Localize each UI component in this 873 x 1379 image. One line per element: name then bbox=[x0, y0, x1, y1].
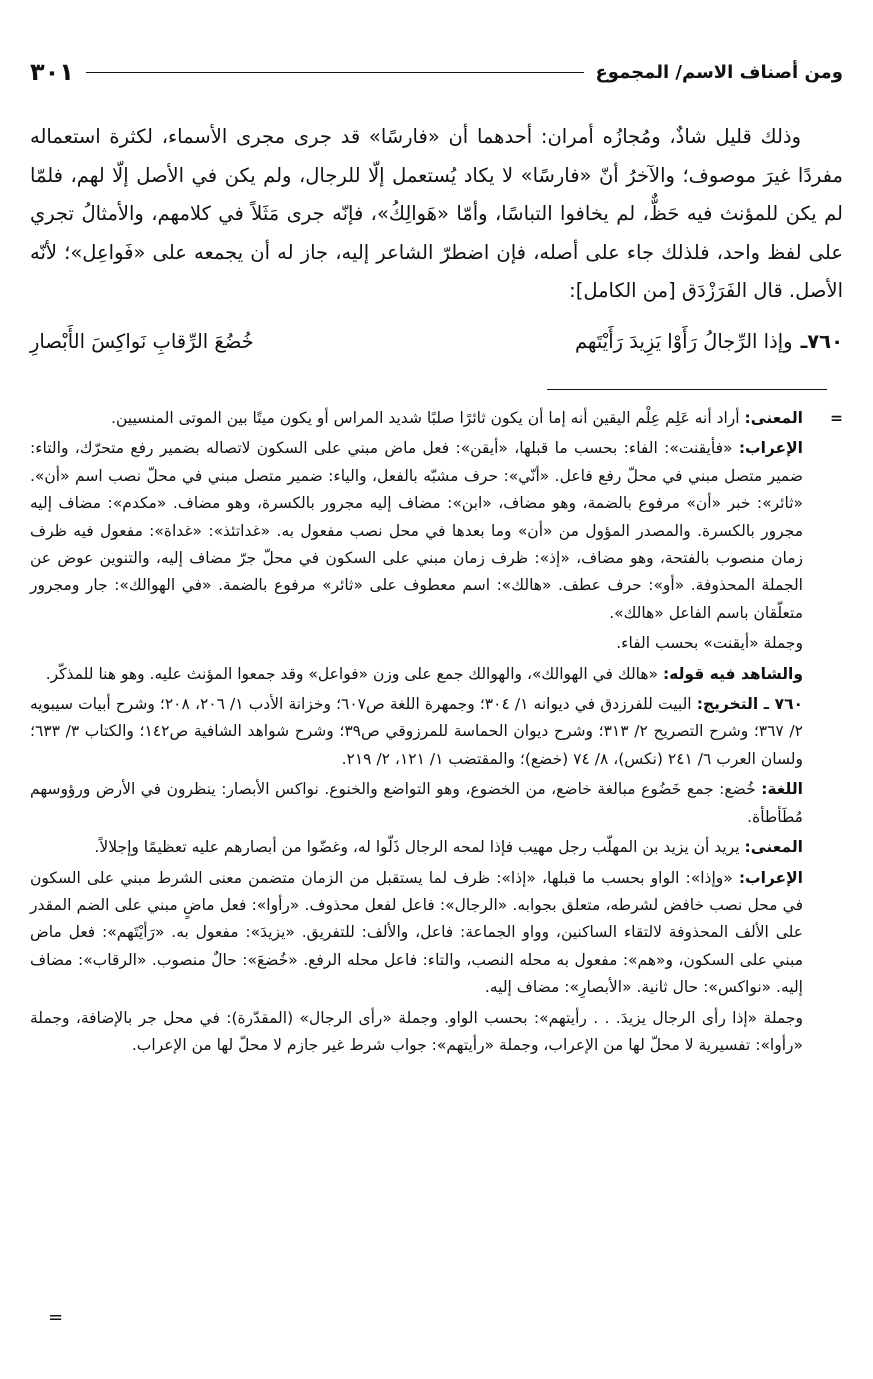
footnote-paragraph bbox=[30, 1005, 843, 1060]
footnote-lead: ٧٦٠ ـ التخريج: bbox=[696, 695, 803, 714]
footnote-paragraph bbox=[30, 405, 843, 432]
page-header bbox=[30, 52, 843, 92]
footnote-paragraph bbox=[30, 865, 843, 1002]
footnote-text: «فأيقنت»: الفاء: بحسب ما قبلها، «أيقن»: فعل ماض مبني على السكون لاتصاله بضمير رفع متحرّك، والتاء: ضمير متصل مبني في محلّ رفع فاعل. «أنّي»: حرف مشبّه بالفعل، والياء: ضمير متصل مبني في محلّ نصب اسم «أن». «ثائر»: خبر «أن» مرفوع بالضمة، وهو مضاف، «ابن»: مضاف إليه مجرور بالكسرة، وهو مضاف. «مكدم»: مضاف إليه مجرور بالكسرة. والمصدر المؤول من «أن» وما بعدها في محل نصب مفعول به. «غداتئذ»: «غداة»: مفعول فيه ظرف زمان منصوب بالفتحة، وهو مضاف، «إذ»: ظرف زمان مبني على السكون في محلّ جرّ مضاف إليه، والتنوين عوض عن الجملة المحذوفة. «أو»: حرف عطف. «هالك»: اسم معطوف على «ثائر» مرفوع بالضمة. «في الهوالك»: جار ومجرور متعلّقان باسم الفاعل «هالك». bbox=[30, 439, 803, 622]
continuation-marker: = bbox=[830, 409, 843, 427]
footnote-lead: المعنى: bbox=[744, 838, 803, 857]
footnote-paragraph bbox=[30, 776, 843, 831]
continuation-end-marker: = bbox=[48, 1307, 64, 1328]
footnote-lead: والشاهد فيه قوله: bbox=[662, 664, 803, 683]
footnote-paragraph bbox=[30, 630, 843, 657]
footnote-paragraph bbox=[30, 691, 843, 773]
footnote-text: أراد أنه عَلِم عِلْم اليقين أنه إما أن يكون ثائرًا صلبًا شديد المراس أو يكون ميتًا بين الموتى المنسيين. bbox=[111, 409, 745, 427]
main-paragraph: وذلك قليل شاذٌ، ومُجازُه أمران: أحدهما أن «فارسًا» قد جرى مجرى الأسماء، لكثرة استعماله مفردًا غيرَ موصوف؛ والآخرُ أنّ «فارسًا» لا يكاد يُستعمل إلّا للرجال، ولم يكن في الأصل إلّا لهم، فلمّا لم يكن للمؤنث فيه حَظٌّ، لم يخافوا التباسًا، وأمّا «هَوالِكُ»، فإنّه جرى مَثَلاً في كلامهم، والأمثالُ تجري على لفظ واحد، فلذلك جاء على أصله، فإن اضطرّ الشاعر إليه، جاز له أن يجمعه على «فَواعِل»؛ لأنّه الأصل. قال الفَرَزْدَق [من الكامل]: bbox=[30, 125, 843, 302]
first-hemistich: وإذا الرِّجالُ رَأَوْا يَزِيدَ رَأَيْتَهم bbox=[574, 329, 793, 353]
verse-number: ٧٦٠ـ bbox=[800, 329, 843, 353]
main-text bbox=[30, 118, 843, 311]
footnote-text: «هالك في الهوالك»، والهوالك جمع على وزن «فواعل» وقد جمعوا المؤنث عليه. وهو هنا للمذكّر. bbox=[45, 664, 663, 683]
footnotes bbox=[30, 405, 843, 1062]
footnote-separator bbox=[547, 389, 827, 390]
footnote-lead: اللغة: bbox=[761, 780, 803, 799]
footnote-lead: الإعراب: bbox=[738, 439, 803, 458]
footnote-paragraph bbox=[30, 661, 843, 688]
footnote-text: وجملة «أيقنت» بحسب الفاء. bbox=[616, 634, 803, 653]
footnote-text: «وإذا»: الواو بحسب ما قبلها، «إذا»: ظرف لما يستقبل من الزمان متضمن معنى الشرط مبني على السكون في محل نصب خافض لشرطه، متعلق بجوابه. «الرجال»: فاعل لفعل محذوف. «رأوا»: فعل ماضٍ مبني على الضم المقدر على الألف المحذوفة لالتقاء الساكنين، وواو الجماعة: فاعل، والألف: للتفريق. «يزيدَ»: مفعول به. «رَأيْتَهم»: فعل ماض مبني على السكون، و«هم»: مفعول به محله النصب، والتاء: فاعل محله الرفع. «خُضعَ»: حالٌ منصوب. «الرقاب»: مضاف إليه. «نواكس»: حال ثانية. «الأبصارِ»: مضاف إليه. bbox=[30, 868, 803, 997]
verse-first-part bbox=[575, 330, 843, 353]
footnote-text: يريد أن يزيد بن المهلّب رجل مهيب فإذا لمحه الرجال ذَلّوا له، وغضّوا من أبصارهم عليه تعظيمًا وإجلالاً. bbox=[94, 838, 745, 857]
footnote-lead: الإعراب: bbox=[738, 868, 803, 887]
footnote-lead: المعنى: bbox=[744, 409, 803, 427]
footnote-text: وجملة «إذا رأى الرجال يزيدَ. . . رأيتهم»: بحسب الواو. وجملة «رأى الرجال» (المقدّرة): في محل جر بالإضافة، وجملة «رأوا»: تفسيرية لا محلّ لها من الإعراب، وجملة «رأيتهم»: جواب شرط غير جازم لا محلّ لها من الإعراب. bbox=[30, 1008, 803, 1054]
second-hemistich: خُضُعَ الرِّقابِ نَواكِسَ الأَبْصارِ bbox=[30, 329, 254, 353]
header-rule bbox=[86, 72, 584, 73]
footnote-text: البيت للفرزدق في ديوانه ١/ ٣٠٤؛ وجمهرة اللغة ص٦٠٧؛ وخزانة الأدب ١/ ٢٠٦، ٢٠٨؛ وشرح أبيات سيبويه ٢/ ٣٦٧؛ وشرح التصريح ٢/ ٣١٣؛ وشرح ديوان الحماسة للمرزوقي ص٣٩؛ وشرح شواهد الشافية ص١٤٢؛ والكتاب ٣/ ٦٣٣؛ ولسان العرب ٦/ ٢٤١ (نكس)، ٨/ ٧٤ (خضع)؛ والمقتضب ١/ ١٢١، ٢/ ٢١٩. bbox=[30, 695, 803, 768]
footnote-paragraph bbox=[30, 834, 843, 861]
footnote-text: خُضع: جمع خَضُوع مبالغة خاضع، من الخضوع، وهو التواضع والخنوع. نواكس الأبصار: ينظرون في الأرض ورؤوسهم مُطَأطأة. bbox=[30, 780, 803, 826]
verse-line bbox=[30, 320, 843, 362]
running-title: ومن أصناف الاسم/ المجموع bbox=[595, 61, 843, 83]
page-number: ٣٠١ bbox=[30, 58, 74, 86]
footnote-paragraph bbox=[30, 435, 843, 627]
